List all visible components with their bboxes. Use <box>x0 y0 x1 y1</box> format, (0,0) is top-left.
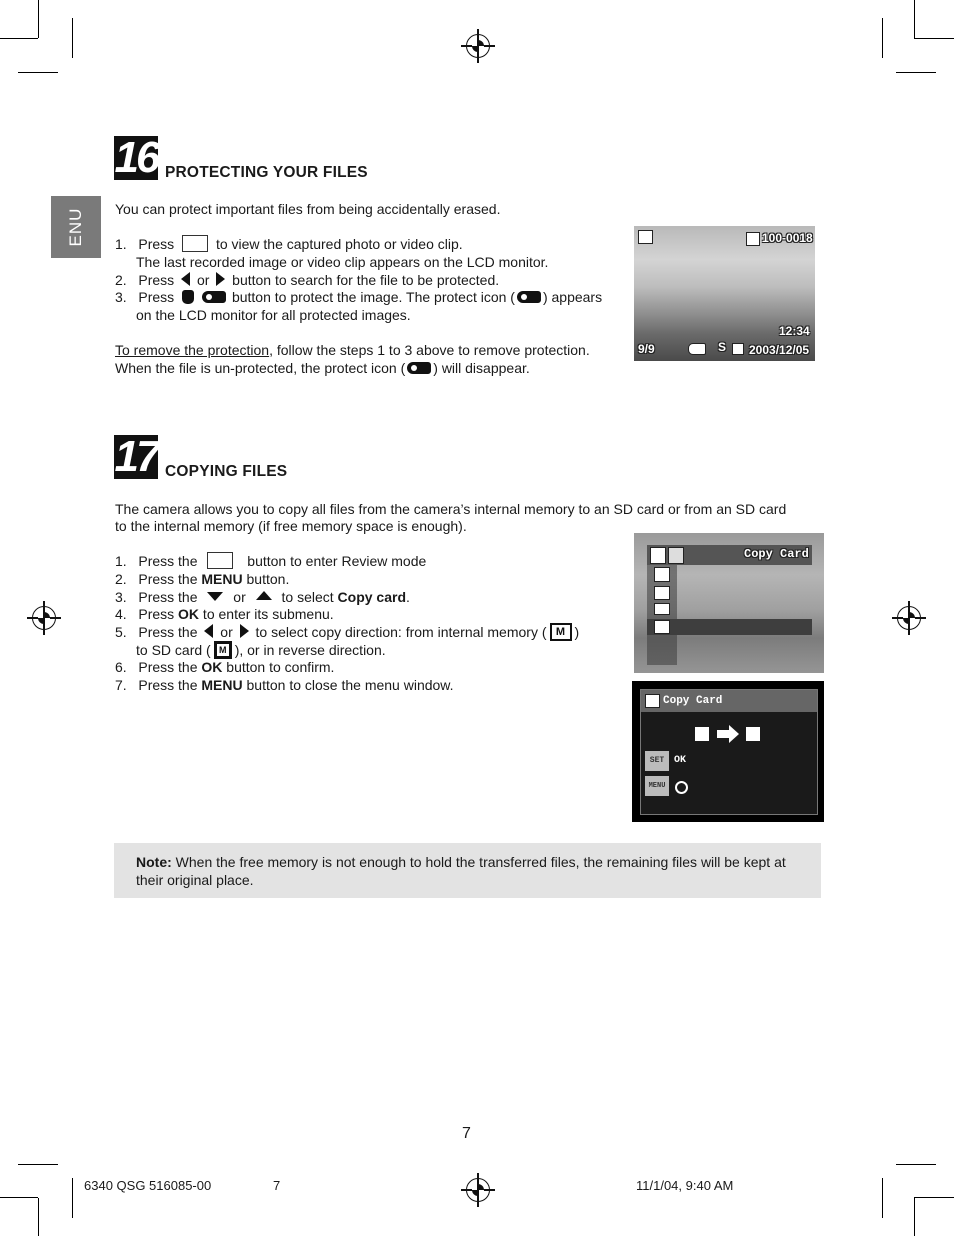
remove-protection-label: To remove the protection <box>115 342 270 358</box>
protect-key-icon <box>407 362 431 374</box>
right-arrow-icon <box>240 624 249 638</box>
section17-intro-line1: The camera allows you to copy all files from the camera’s internal memory to an SD card or from an SD card <box>115 501 787 517</box>
copy-card-icon <box>645 694 660 708</box>
footer-page: 7 <box>273 1178 281 1193</box>
down-arrow-icon <box>207 592 223 601</box>
playback-mode-icon <box>638 230 653 244</box>
settings-tab-icon <box>668 547 684 564</box>
section16-step1-detail: The last recorded image or video clip appears on the LCD monitor. <box>136 254 549 270</box>
memory-icon <box>746 232 760 246</box>
section17-step5: 5. Press the or to select copy direction: from internal memory (M ) <box>115 623 579 641</box>
note-label: Note: <box>136 854 172 870</box>
protect-key-icon <box>517 291 541 303</box>
delete-menu-icon <box>654 586 670 600</box>
return-icon <box>675 781 688 794</box>
sd-card-icon <box>214 641 232 659</box>
left-arrow-icon <box>204 624 213 638</box>
dialog-title: Copy Card <box>663 695 723 707</box>
time-readout: 12:34 <box>779 324 810 338</box>
menu-title: Copy Card <box>744 547 809 561</box>
section16-intro: You can protect important files from being accidentally erased. <box>115 201 501 217</box>
protect-menu-icon <box>654 567 670 582</box>
section-title-protecting: PROTECTING YOUR FILES <box>165 164 368 181</box>
note-box <box>114 843 821 898</box>
section16-step3-detail: on the LCD monitor for all protected images. <box>136 307 411 323</box>
slideshow-menu-icon <box>654 603 670 615</box>
copy-card-menu-icon <box>654 620 670 634</box>
play-button-icon <box>207 552 233 569</box>
section17-intro-line2: to the internal memory (if free memory space is enough). <box>115 518 467 534</box>
play-button-icon <box>182 235 208 252</box>
section16-remove-line2: When the file is un-protected, the protect icon ( ) will disappear. <box>115 360 530 376</box>
arrow-right-icon <box>729 725 739 743</box>
ok-label: OK <box>674 755 687 766</box>
protect-key-icon <box>202 291 226 303</box>
section17-step1: 1. Press the button to enter Review mode <box>115 553 427 569</box>
menu-key-label: MENU <box>645 776 669 796</box>
page-number: 7 <box>462 1125 471 1142</box>
file-number: 100-0018 <box>762 231 813 245</box>
lcd-menu-screen <box>634 533 824 673</box>
section16-step3: 3. Press button to protect the image. The protect icon ( ) appears <box>115 289 603 305</box>
internal-memory-icon <box>695 727 709 741</box>
footer-doc-id: 6340 QSG 516085-00 <box>84 1178 212 1193</box>
date-readout: 2003/12/05 <box>749 343 810 357</box>
section17-step6: 6. Press the OK button to confirm. <box>115 659 335 675</box>
section17-step2: 2. Press the MENU button. <box>115 571 290 587</box>
language-tab-label: ENU <box>66 207 85 247</box>
hand-icon <box>182 290 194 304</box>
copy-card-dialog <box>640 689 818 815</box>
set-key-label: SET <box>645 751 669 771</box>
registration-mark-icon <box>466 34 490 58</box>
footer-datetime: 11/1/04, 9:40 AM <box>636 1178 734 1193</box>
section17-step4: 4. Press OK to enter its submenu. <box>115 606 334 622</box>
section17-step5-detail: to SD card (M ), or in reverse direction. <box>136 641 386 659</box>
registration-mark-icon <box>32 606 56 630</box>
memory-icon <box>732 343 744 355</box>
note-line2: their original place. <box>136 872 254 888</box>
protect-key-icon <box>688 343 706 355</box>
left-arrow-icon <box>181 272 190 286</box>
sd-card-icon <box>746 727 760 741</box>
lcd-copy-card-screen <box>632 681 824 822</box>
lcd-playback-screen <box>634 226 815 361</box>
note-line1: Note: When the free memory is not enough to hold the transferred files, the remaining files will be kept at <box>136 854 786 870</box>
internal-memory-icon <box>550 623 572 641</box>
right-arrow-icon <box>216 272 225 286</box>
section17-step7: 7. Press the MENU button to close the menu window. <box>115 677 454 693</box>
section16-step1: 1. Press to view the captured photo or video clip. <box>115 236 463 252</box>
arrow-right-icon <box>717 730 729 738</box>
up-arrow-icon <box>256 591 272 600</box>
registration-mark-icon <box>897 606 921 630</box>
section16-step2: 2. Press or button to search for the file to be protected. <box>115 272 500 288</box>
registration-mark-icon <box>466 1178 490 1202</box>
section16-remove-line1: To remove the protection, follow the steps 1 to 3 above to remove protection. <box>115 342 590 358</box>
file-count: 9/9 <box>638 342 655 356</box>
size-indicator: S <box>718 340 727 354</box>
language-tab <box>51 196 101 258</box>
section-title-copying: COPYING FILES <box>165 463 288 480</box>
section-number-17: 17 <box>114 432 158 481</box>
playback-mode-icon <box>650 547 666 564</box>
section17-step3: 3. Press the or to select Copy card. <box>115 589 410 605</box>
section-number-16: 16 <box>114 133 158 182</box>
menu-highlight-row <box>647 619 812 635</box>
